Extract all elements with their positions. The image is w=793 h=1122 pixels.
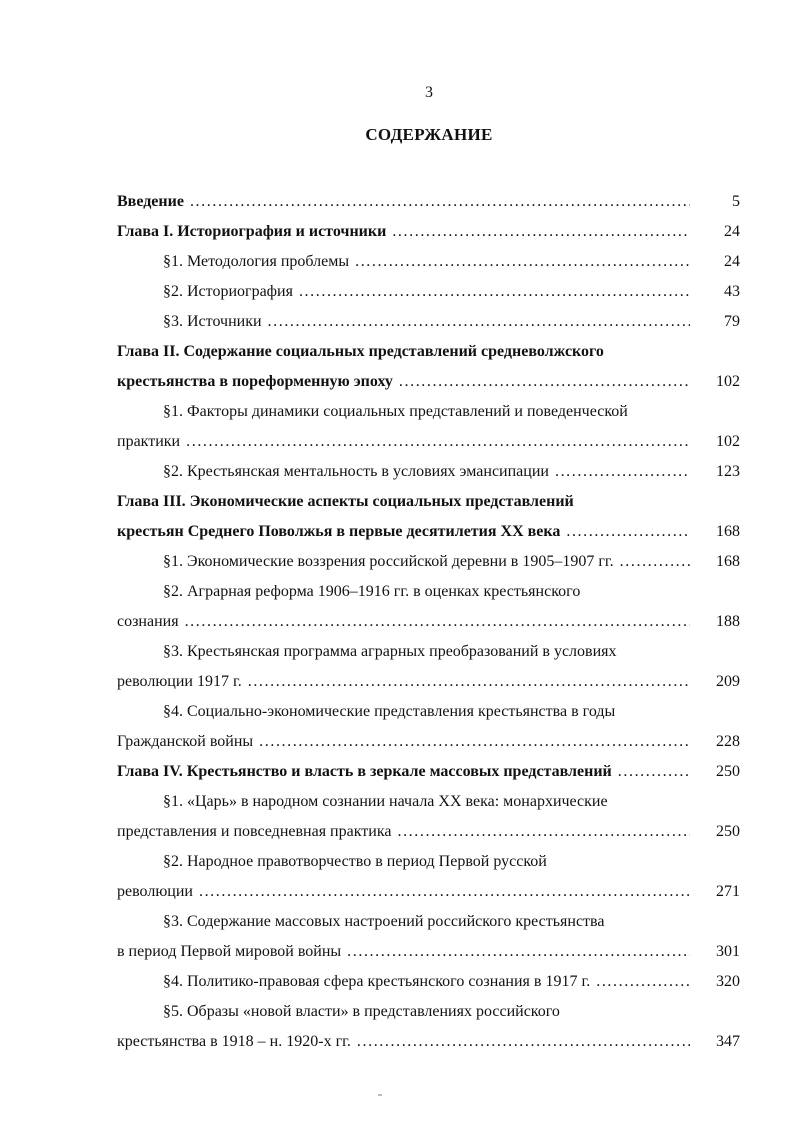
- toc-entry-2-2: [117, 457, 740, 487]
- toc-entry-chapter-4: [117, 757, 740, 787]
- dot-leader: [357, 1027, 690, 1057]
- dot-leader: [620, 547, 690, 577]
- toc-entry-title: §3. Источники: [163, 313, 262, 330]
- toc-entry-title: §2. Историография: [163, 283, 293, 300]
- toc-entry-1-1: [117, 247, 740, 277]
- toc-entry-4-2-line2: [117, 877, 740, 907]
- toc-entry-4-3-line1: [117, 907, 740, 937]
- toc-entry-4-1-line2: [117, 817, 740, 847]
- toc-entry-4-4: [117, 967, 740, 997]
- toc-entry-title: практики: [117, 433, 181, 450]
- toc-page-number: 102: [716, 433, 740, 450]
- toc-entry-title: §1. Экономические воззрения российской деревни в 1905–1907 гг.: [163, 553, 614, 570]
- toc-entry-3-2-line2: [117, 607, 740, 637]
- toc-page-number: 24: [724, 253, 740, 270]
- dot-leader: [347, 937, 690, 967]
- toc-page-number: 250: [716, 763, 740, 780]
- toc-entry-title: §1. Факторы динамики социальных представлений и поведенческой: [163, 403, 628, 420]
- toc-entry-title: §5. Образы «новой власти» в представлениях российского: [163, 1003, 560, 1020]
- toc-entry-title: §4. Политико-правовая сфера крестьянского сознания в 1917 г.: [163, 973, 591, 990]
- toc-entry-title: Гражданской войны: [117, 733, 254, 750]
- dot-leader: [399, 367, 690, 397]
- toc-entry-chapter-2-line2: [117, 367, 740, 397]
- toc-entry-chapter-2-line1: [117, 337, 740, 367]
- toc-entry-4-5-line1: [117, 997, 740, 1027]
- toc-page-number: 271: [716, 883, 740, 900]
- toc-entry-title: §1. Методология проблемы: [163, 253, 350, 270]
- toc-entry-4-3-line2: [117, 937, 740, 967]
- toc-entry-title: §2. Аграрная реформа 1906–1916 гг. в оценках крестьянского: [163, 583, 581, 600]
- toc-entry-title: §2. Народное правотворчество в период Первой русской: [163, 853, 547, 870]
- toc-entry-title: Глава II. Содержание социальных представлений средневолжского: [117, 343, 604, 360]
- toc-entry-title: сознания: [117, 613, 179, 630]
- toc-entry-title: Глава I. Историография и источники: [117, 223, 387, 240]
- toc-entry-2-1-line2: [117, 427, 740, 457]
- toc-page-number: 5: [732, 193, 740, 210]
- toc-page-number: 188: [716, 613, 740, 630]
- toc-page-number: 250: [716, 823, 740, 840]
- toc-entry-title: Введение: [117, 193, 184, 210]
- dot-leader: [185, 607, 690, 637]
- toc-entry-title: крестьянства в пореформенную эпоху: [117, 373, 393, 390]
- dot-leader: [566, 517, 690, 547]
- toc-page-number: 320: [716, 973, 740, 990]
- toc-entry-introduction: [117, 187, 740, 217]
- toc-entry-3-3-line2: [117, 667, 740, 697]
- toc-entry-title: представления и повседневная практика: [117, 823, 392, 840]
- table-of-contents: [117, 187, 740, 1057]
- toc-entry-title: крестьянства в 1918 – н. 1920-х гг.: [117, 1033, 351, 1050]
- dot-leader: [355, 247, 690, 277]
- toc-page-number: 168: [716, 523, 740, 540]
- toc-entry-title: §4. Социально-экономические представления крестьянства в годы: [163, 703, 616, 720]
- toc-entry-title: революции 1917 г.: [117, 673, 242, 690]
- toc-entry-title: §3. Крестьянская программа аграрных преобразований в условиях: [163, 643, 617, 660]
- toc-page-number: 123: [716, 463, 740, 480]
- toc-page-number: 228: [716, 733, 740, 750]
- page-title: СОДЕРЖАНИЕ: [365, 125, 493, 144]
- toc-entry-1-2: [117, 277, 740, 307]
- toc-entry-chapter-3-line1: [117, 487, 740, 517]
- toc-entry-2-1-line1: [117, 397, 740, 427]
- dot-leader: [299, 277, 690, 307]
- dot-leader: [397, 817, 690, 847]
- toc-entry-title: §1. «Царь» в народном сознании начала XX века: монархические: [163, 793, 608, 810]
- toc-page-number: 168: [716, 553, 740, 570]
- toc-page-number: 209: [716, 673, 740, 690]
- toc-entry-4-2-line1: [117, 847, 740, 877]
- toc-page-number: 43: [724, 283, 740, 300]
- dot-leader: [199, 877, 690, 907]
- dot-leader: [618, 757, 690, 787]
- toc-entry-title: крестьян Среднего Поволжья в первые десятилетия XX века: [117, 523, 561, 540]
- toc-entry-1-3: [117, 307, 740, 337]
- dot-leader: [392, 217, 690, 247]
- dot-leader: [555, 457, 690, 487]
- toc-page-number: 24: [724, 223, 740, 240]
- toc-entry-3-2-line1: [117, 577, 740, 607]
- dot-leader: [186, 427, 690, 457]
- toc-entry-title: в период Первой мировой войны: [117, 943, 342, 960]
- toc-page-number: 79: [724, 313, 740, 330]
- toc-entry-3-4-line2: [117, 727, 740, 757]
- toc-entry-chapter-3-line2: [117, 517, 740, 547]
- toc-entry-title: Глава IV. Крестьянство и власть в зеркале массовых представлений: [117, 763, 612, 780]
- page-number: 3: [425, 84, 433, 101]
- toc-entry-title: революции: [117, 883, 193, 900]
- toc-page-number: 347: [716, 1033, 740, 1050]
- toc-entry-3-4-line1: [117, 697, 740, 727]
- scan-mark: [378, 1094, 382, 1096]
- toc-entry-title: §2. Крестьянская ментальность в условиях эмансипации: [163, 463, 549, 480]
- toc-entry-4-5-line2: [117, 1027, 740, 1057]
- toc-entry-4-1-line1: [117, 787, 740, 817]
- dot-leader: [248, 667, 690, 697]
- dot-leader: [259, 727, 690, 757]
- toc-entry-3-1: [117, 547, 740, 577]
- toc-page-number: 102: [716, 373, 740, 390]
- dot-leader: [268, 307, 690, 337]
- toc-entry-3-3-line1: [117, 637, 740, 667]
- toc-entry-title: Глава III. Экономические аспекты социальных представлений: [117, 493, 574, 510]
- dot-leader: [596, 967, 690, 997]
- toc-entry-chapter-1: [117, 217, 740, 247]
- toc-page-number: 301: [716, 943, 740, 960]
- toc-entry-title: §3. Содержание массовых настроений российского крестьянства: [163, 913, 605, 930]
- dot-leader: [190, 187, 690, 217]
